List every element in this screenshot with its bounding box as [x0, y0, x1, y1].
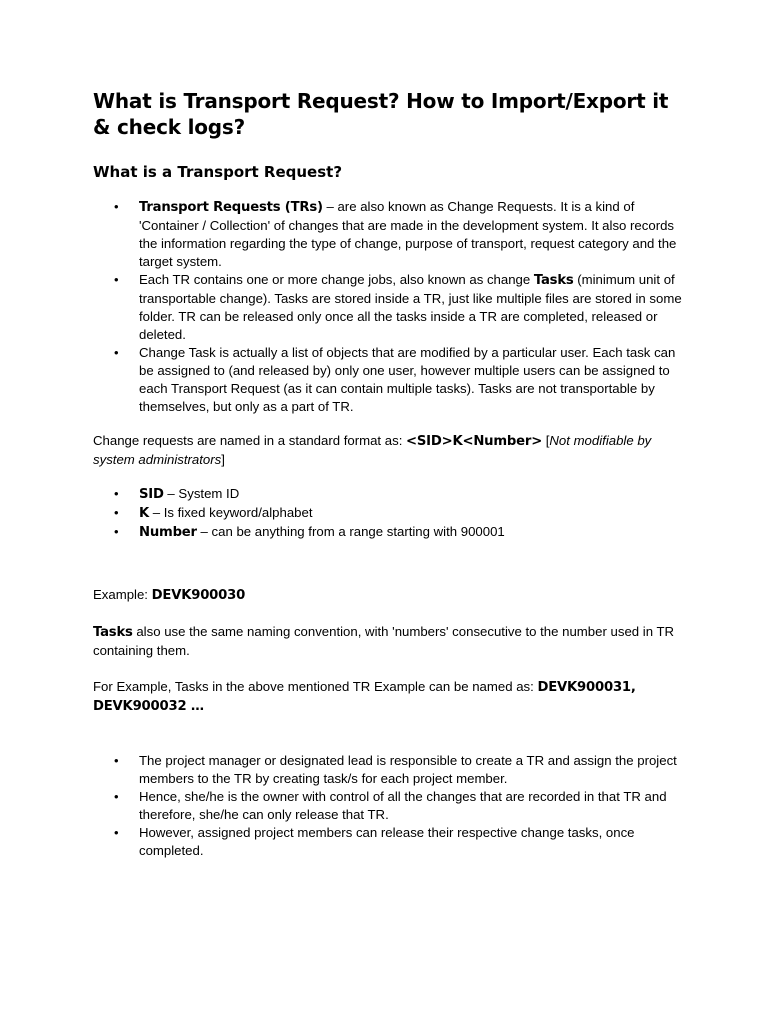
example-value: DEVK900030: [151, 588, 246, 603]
bold-term: SID: [139, 487, 164, 502]
document-page: [93, 88, 683, 860]
format-code: <SID>K<Number>: [406, 434, 543, 449]
list-item-text: – can be anything from a range starting with 900001: [196, 524, 505, 539]
list-item-text: – are also known as Change Requests. It is a kind of 'Container / Collection' of changes that are made in the development system. It also records the information regarding the type of change, purpose of transport, request category and the target system.: [139, 199, 677, 269]
bold-term: Tasks: [533, 273, 574, 288]
list-item: [93, 504, 683, 523]
list-item: [93, 198, 683, 271]
bold-term: Tasks: [93, 625, 133, 640]
list-item: • Hence, she/he is the owner with control of all the changes that are recorded in that TR and therefore, she/he can only release that TR.: [93, 788, 683, 824]
list-item: • However, assigned project members can release their respective change tasks, once completed.: [93, 824, 683, 860]
italic-note: Not modifiable by system administrators: [93, 433, 652, 467]
example-task-names: DEVK900031, DEVK900032 …: [93, 680, 636, 714]
for-example-paragraph: For Example, Tasks in the above mentioned TR Example can be named as: DEVK900031, DEVK900032 …: [93, 679, 636, 714]
list-item: [93, 344, 683, 416]
tasks-paragraph: Tasks also use the same naming convention, with 'numbers' consecutive to the number used in TR containing them.: [93, 624, 675, 658]
format-paragraph: Change requests are named in a standard format as: <SID>K<Number> [Not modifiable by system administrators]: [93, 433, 652, 467]
list-item-text: – System ID: [163, 486, 240, 501]
list-item-text: Change Task is actually a list of objects that are modified by a particular user. Each task can be assigned to (and released by) only one user, however multiple users can be assigned to each Transport Request (as it can contain multiple tasks). Tasks are not transportable by themselves, but only as a part of TR.: [139, 345, 676, 414]
responsibility-list: [93, 752, 683, 860]
list-item: [93, 523, 683, 542]
list-item: [93, 271, 683, 344]
list-item: • The project manager or designated lead is responsible to create a TR and assign the project members to the TR by creating task/s for each project member.: [93, 752, 683, 788]
example-paragraph: Example: DEVK900030: [93, 587, 246, 603]
format-parts-list: [93, 485, 683, 542]
section-heading: What is a Transport Request?: [93, 163, 343, 181]
list-item-text: Each TR contains one or more change jobs, also known as change: [139, 272, 534, 287]
bold-term: Number: [139, 525, 197, 540]
list-item-text: – Is fixed keyword/alphabet: [149, 505, 313, 520]
bold-term: K: [139, 506, 150, 521]
list-item-text: (minimum unit of transportable change). Tasks are stored inside a TR, just like multiple files are stored in some folder. TR can be released only once all the tasks inside a TR are completed, released or deleted.: [139, 272, 682, 342]
bold-term: Transport Requests (TRs): [139, 200, 323, 215]
list-item: [93, 485, 683, 504]
definition-list: [93, 198, 683, 416]
page-title: What is Transport Request? How to Import/Export it & check logs?: [93, 89, 669, 139]
